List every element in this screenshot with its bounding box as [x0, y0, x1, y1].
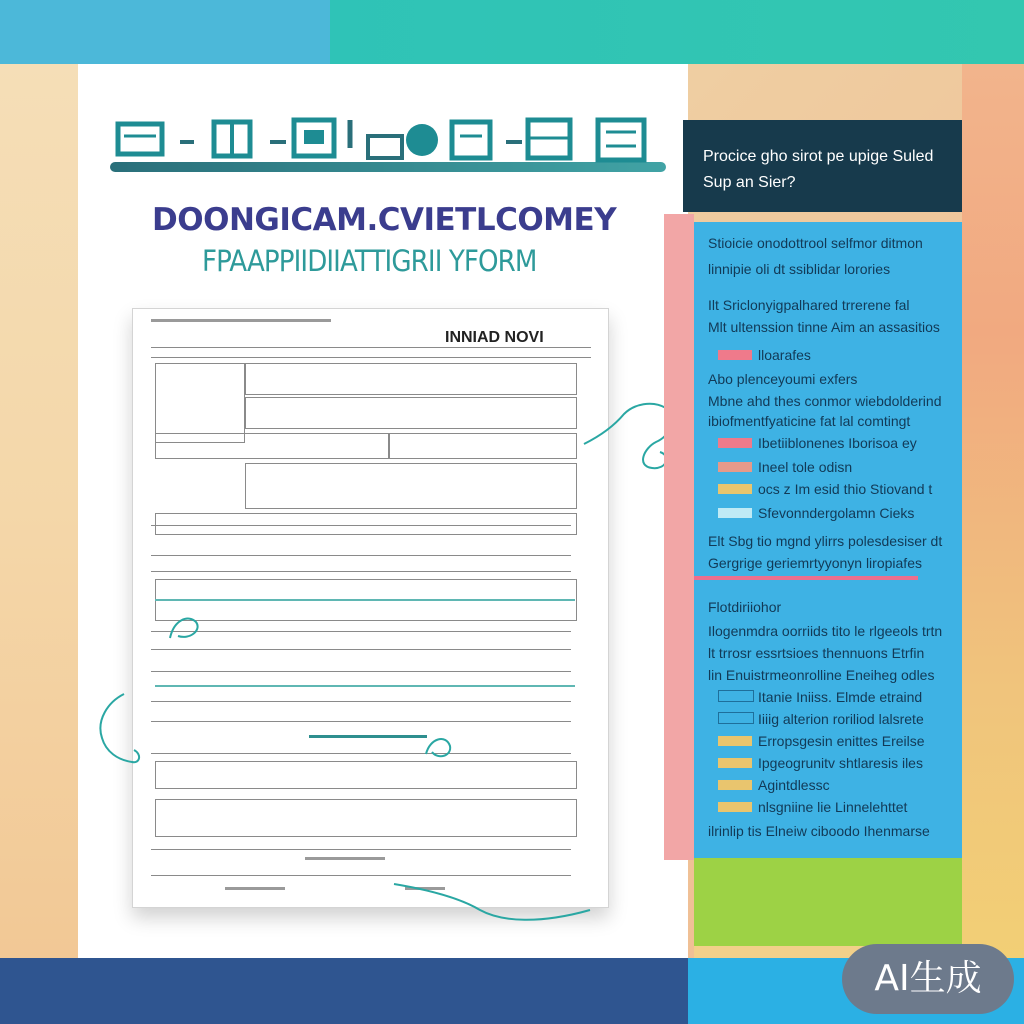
sidebar-list-item: Ipgeogrunitv shtlaresis iles	[758, 755, 923, 771]
form-rule	[151, 671, 571, 672]
background-bottom-left	[0, 958, 688, 1024]
sidebar-paragraph: Ilt Sriclonyigpalhared trrerene fal	[708, 297, 910, 313]
background-left-strip	[0, 64, 78, 960]
sidebar-list-item: nlsgniine lie Linnelehttet	[758, 799, 908, 815]
scribble-bottom-icon	[390, 880, 600, 930]
sidebar-list-item: Ineel tole odisn	[758, 459, 853, 475]
legend-swatch	[718, 802, 752, 812]
ai-generated-badge: AI生成	[842, 944, 1014, 1014]
sidebar-paragraph: Gergrige geriemrtyyonyn liropiafes	[708, 555, 922, 571]
sidebar-heading	[683, 120, 962, 212]
legend-swatch	[718, 462, 752, 472]
legend-swatch	[718, 736, 752, 746]
logo-glyphs-icon	[110, 116, 666, 166]
form-rule	[151, 555, 571, 556]
form-teal-rule	[155, 599, 575, 601]
sidebar-paragraph: Elt Sbg tio mgnd ylirrs polesdesiser dt	[708, 533, 943, 549]
sidebar-heading-line: Sup an Sier?	[703, 174, 796, 191]
sidebar-list-item: lloarafes	[758, 347, 811, 363]
form-rule	[151, 357, 591, 358]
form-rule	[151, 649, 571, 650]
sidebar-paragraph: lt trrosr essrtsioes thennuons Etrfin	[708, 645, 925, 661]
form-field-box	[155, 761, 577, 789]
photo-box	[155, 363, 245, 443]
sidebar-list-item: ocs z Im esid thio Stiovand t	[758, 481, 933, 497]
form-section-label	[309, 735, 427, 738]
form-heading: INNIAD NOVI	[445, 329, 544, 346]
legend-swatch	[718, 508, 752, 518]
form-top-text-line	[151, 319, 331, 322]
form-field-box	[155, 799, 577, 837]
form-field-box	[245, 363, 577, 395]
sidebar-paragraph: Abo plenceyoumi exfers	[708, 371, 858, 387]
sidebar-paragraph: lin Enuistrmeonrolline Eneiheg odles	[708, 667, 935, 683]
scribble-mark-icon	[420, 730, 456, 766]
legend-swatch	[718, 484, 752, 494]
sidebar-paragraph: ilrinlip tis Elneiw ciboodo Ihenmarse	[708, 823, 930, 839]
sidebar-divider	[694, 576, 918, 580]
sidebar-paragraph: Mbne ahd thes conmor wiebdolderind	[708, 393, 942, 409]
page-title: DOONGICAM.CVIETLCOMEY	[152, 202, 617, 238]
page-subtitle: FPAAPPIIDIIATTIGRII YFORM	[202, 244, 537, 278]
scribble-mark-icon	[164, 608, 204, 648]
sidebar-list-item: Iiiig alterion roriliod lalsrete	[758, 711, 924, 727]
sidebar-paragraph: Stioicie onodottrool selfmor ditmon	[708, 235, 923, 251]
form-rule	[151, 753, 571, 754]
form-rule	[151, 347, 591, 348]
legend-swatch	[718, 712, 754, 724]
sidebar-paragraph: linnipie oli dt ssiblidar lorories	[708, 261, 891, 277]
legend-swatch	[718, 690, 754, 702]
sidebar-list-item: Itanie Iniiss. Elmde etraind	[758, 689, 923, 705]
legend-swatch	[718, 780, 752, 790]
scribble-left-icon	[88, 690, 148, 774]
form-rule	[151, 849, 571, 850]
sidebar-paragraph: Mlt ultenssion tinne Aim an assasitios	[708, 319, 940, 335]
legend-swatch	[718, 758, 752, 768]
sidebar-heading-line: Procice gho sirot pe upige Suled	[703, 148, 934, 165]
background-top-right	[330, 0, 1024, 64]
form-rule	[151, 571, 571, 572]
form-rule	[151, 721, 571, 722]
form-text-line	[305, 857, 385, 860]
legend-swatch	[718, 350, 752, 360]
sidebar-footer-block	[694, 858, 962, 946]
sidebar-paragraph: Flotdiriiohor	[708, 599, 782, 615]
form-rule	[151, 525, 571, 526]
sidebar-accent-rail	[664, 214, 694, 860]
form-field-box	[155, 513, 577, 535]
form-rule	[151, 631, 571, 632]
sidebar-paragraph: ibiofmentfyaticine fat lal comtingt	[708, 413, 911, 429]
form-rule	[151, 875, 571, 876]
form-field-box	[155, 433, 389, 459]
sidebar-list-item: Erropsgesin enittes Ereilse	[758, 733, 925, 749]
form-field-box	[245, 463, 577, 509]
form-text-line	[225, 887, 285, 890]
form-teal-rule	[155, 685, 575, 687]
background-top-left	[0, 0, 330, 64]
form-field-box	[245, 397, 577, 429]
sidebar-paragraph: Ilogenmdra oorriids tito le rlgeeols trtn	[708, 623, 943, 639]
sidebar-list-item: Ibetiiblonenes Iborisoa ey	[758, 435, 917, 451]
logo-banner	[110, 116, 666, 178]
form-rule	[151, 701, 571, 702]
form-field-box	[389, 433, 577, 459]
sidebar-list-item: Sfevonndergolamn Cieks	[758, 505, 915, 521]
sidebar-panel	[694, 222, 962, 858]
sidebar-list-item: Agintdlessc	[758, 777, 830, 793]
legend-swatch	[718, 438, 752, 448]
